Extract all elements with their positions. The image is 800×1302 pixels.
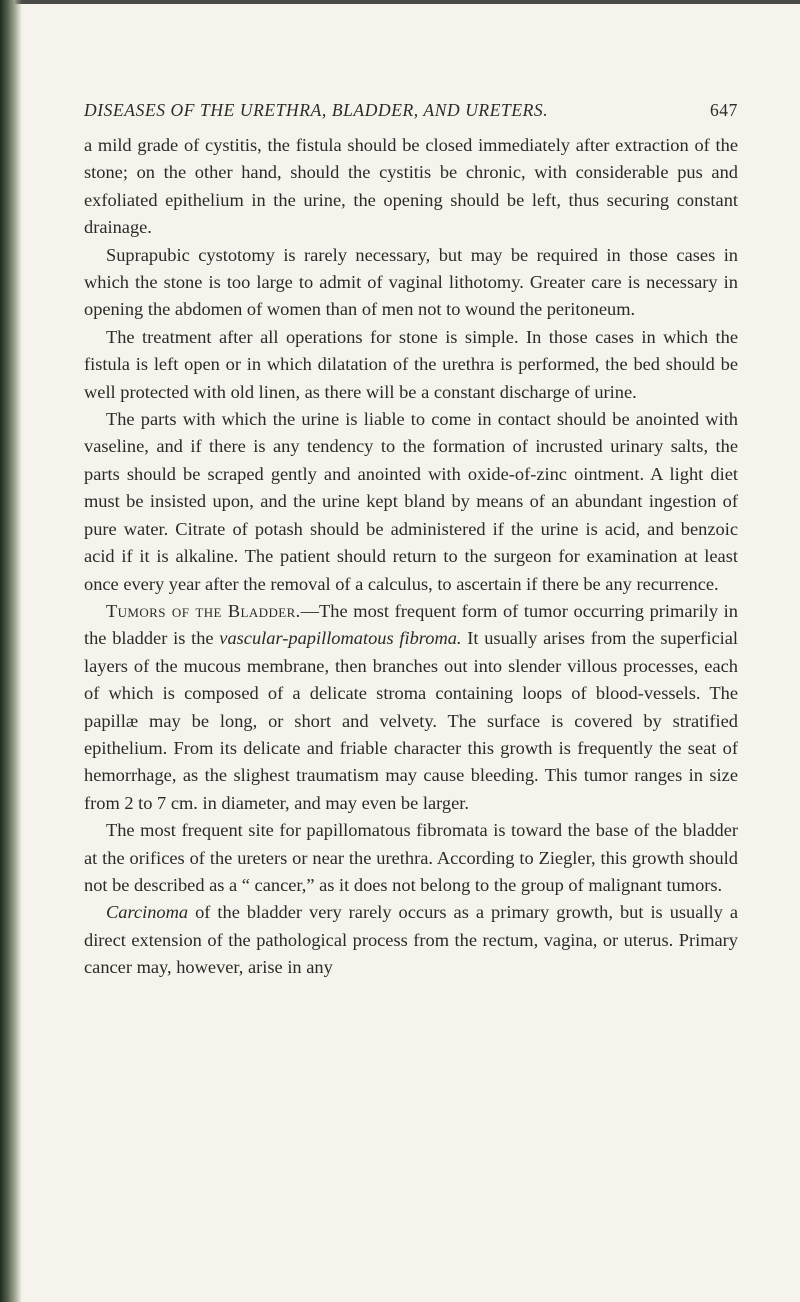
paragraph-anointing: The parts with which the urine is liable to come in contact should be anointed with vaseline, and if there is any tendency to the formation of incrusted urinary salts, the parts should be scraped gently and anointed with oxide-of-zinc ointment. A light diet must be insisted upon, and the urine kept bland by means of an abundant ingestion of pure water. Citrate of potash should be administered if the urine is acid, and benzoic acid if it is alkaline. The patient should return to the surgeon for examination at least once every year after the removal of a calculus, to ascertain if there be any recurrence. <box>84 409 738 594</box>
tumors-text-b: It usually arises from the superficial layers of the mucous membrane, then branches out into slender villous processes, each of which is composed of a delicate stroma containing loops of blood-vessels. The papillæ may be long, or short and velvety. The surface is covered by stratified epithelium. From its delicate and friable character this growth is frequently the seat of hemorrhage, as the slighest traumatism may cause bleeding. This tumor ranges in size from 2 to 7 cm. in diameter, and may even be larger. <box>84 628 738 813</box>
running-head <box>84 100 738 128</box>
carcinoma-term: Carcinoma <box>106 902 189 923</box>
paragraph-after-treatment: The treatment after all operations for stone is simple. In those cases in which the fistula is left open or in which dilatation of the urethra is performed, the bed should be well protected with old linen, as there will be a constant discharge of urine. <box>84 326 738 402</box>
binding-shadow <box>0 0 22 1302</box>
tumors-text-a: —The most frequent form of tumor occurring primarily in the bladder is the <box>84 600 738 649</box>
paragraph-site-of-fibromata: The most frequent site for papillomatous fibromata is toward the base of the bladder at the orifices of the ureters or near the urethra. According to Ziegler, this growth should not be described as a “ cancer,” as it does not belong to the group of malignant tumors. <box>84 820 738 895</box>
tumors-term: vascular-papillomatous fibroma. <box>219 628 462 649</box>
carcinoma-text: of the bladder very rarely occurs as a primary growth, but is usually a direct extension of the pathological process from the rectum, vagina, or uterus. Primary cancer may, however, arise in any <box>84 902 738 978</box>
paragraph-continued: a mild grade of cystitis, the fistula should be closed immediately after extraction of the stone; on the other hand, should the cystitis be chronic, with considerable pus and exfoliated epithelium in the urine, the opening should be left, thus securing constant drainage. <box>84 135 738 238</box>
book-page <box>84 0 738 982</box>
paragraph-carcinoma <box>84 899 738 981</box>
paragraph-suprapubic-cystotomy: Suprapubic cystotomy is rarely necessary, but may be required in those cases in which the stone is too large to admit of vaginal lithotomy. Greater care is necessary in opening the abdomen of women than of men not to wound the peritoneum. <box>84 244 738 320</box>
paragraph-tumors-of-bladder <box>84 598 738 817</box>
page-number: 647 <box>709 100 738 120</box>
running-title: DISEASES OF THE URETHRA, BLADDER, AND URETERS. <box>84 100 549 120</box>
section-heading-tumors: Tumors of the Bladder. <box>106 600 301 621</box>
body-text <box>84 132 738 982</box>
